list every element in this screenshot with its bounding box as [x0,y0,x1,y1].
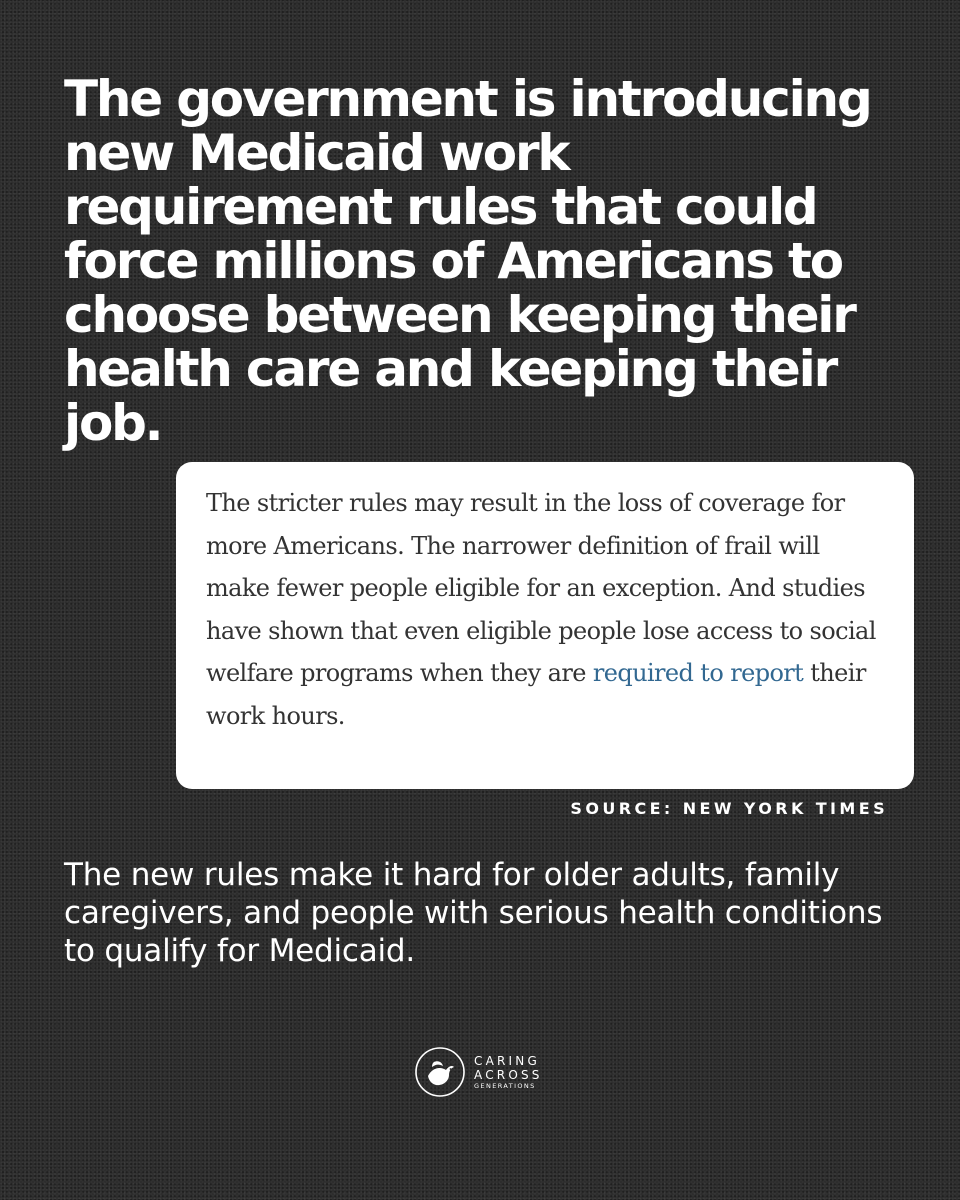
headline: The government is introducing new Medicaid work requirement rules that could force millions of Americans to choose between keeping their health care and keeping their job. [64,70,871,452]
bird-circle-icon [414,1046,466,1098]
source-label: SOURCE: NEW YORK TIMES [570,799,888,818]
quote-text-after-link: their work hours. [206,659,866,730]
logo-line-2: ACROSS [474,1067,543,1082]
quote-text [206,482,884,737]
quote-link[interactable]: required to report [592,659,804,687]
logo-text [474,1054,543,1091]
subtext: The new rules make it hard for older adults, family caregivers, and people with serious health conditions to qualify for Medicaid. [64,857,883,969]
quote-text-before-link: The stricter rules may result in the loss of coverage for more Americans. The narrower definition of frail will make fewer people eligible for an exception. And studies have shown that even eligible people lose access to social welfare programs when they are [206,489,876,687]
logo [414,1044,543,1100]
logo-line-3: GENERATIONS [474,1081,536,1090]
logo-line-1: CARING [474,1053,540,1068]
quote-card [176,462,914,789]
